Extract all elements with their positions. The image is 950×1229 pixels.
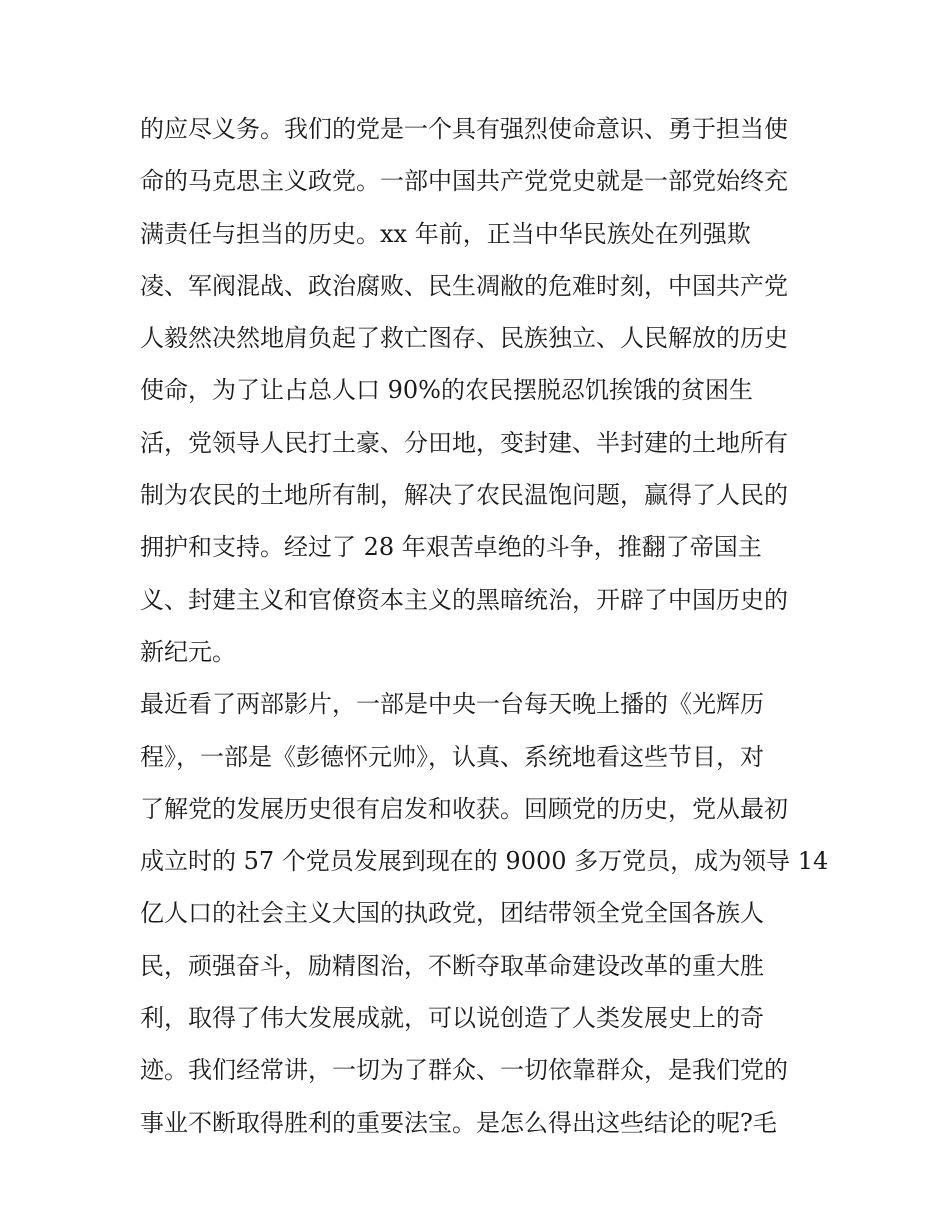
text-line: 事业不断取得胜利的重要法宝。是怎么得出这些结论的呢?毛 <box>140 1108 777 1137</box>
text-line: 满责任与担当的历史。xx 年前，正当中华民族处在列强欺 <box>140 219 751 248</box>
text-line: 亿人口的社会主义大国的执政党，团结带领全党全国各族人 <box>140 899 764 928</box>
text-line: 的应尽义务。我们的党是一个具有强烈使命意识、勇于担当使 <box>140 115 788 143</box>
text-line: 义、封建主义和官僚资本主义的黑暗统治，开辟了中国历史的 <box>140 585 788 614</box>
text-line: 命的马克思主义政党。一部中国共产党党史就是一部党始终充 <box>140 167 788 196</box>
body-text <box>140 103 830 1149</box>
text-line: 程》，一部是《彭德怀元帅》，认真、系统地看这些节目，对 <box>140 742 764 771</box>
text-line: 拥护和支持。经过了 28 年艰苦卓绝的斗争，推翻了帝国主 <box>140 533 762 562</box>
text-line: 了解党的发展历史很有启发和收获。回顾党的历史，党从最初 <box>140 794 788 823</box>
text-line: 成立时的 57 个党员发展到现在的 9000 多万党员，成为领导 14 <box>140 847 829 876</box>
text-line: 使命，为了让占总人口 90%的农民摆脱忍饥挨饿的贫困生 <box>140 376 753 405</box>
text-line: 民，顽强奋斗，励精图治，不断夺取革命建设改革的重大胜 <box>140 951 764 980</box>
text-line: 最近看了两部影片，一部是中央一台每天晚上播的《光辉历 <box>140 690 764 719</box>
text-line: 利，取得了伟大发展成就，可以说创造了人类发展史上的奇 <box>140 1004 764 1033</box>
text-line: 新纪元。 <box>140 637 236 666</box>
text-line: 凌、军阀混战、政治腐败、民生凋敝的危难时刻，中国共产党 <box>140 271 788 300</box>
text-line: 人毅然决然地肩负起了救亡图存、民族独立、人民解放的历史 <box>140 324 788 353</box>
text-line: 活，党领导人民打土豪、分田地，变封建、半封建的土地所有 <box>140 428 788 457</box>
text-line: 迹。我们经常讲，一切为了群众、一切依靠群众，是我们党的 <box>140 1056 788 1085</box>
text-line: 制为农民的土地所有制，解决了农民温饱问题，赢得了人民的 <box>140 481 788 510</box>
